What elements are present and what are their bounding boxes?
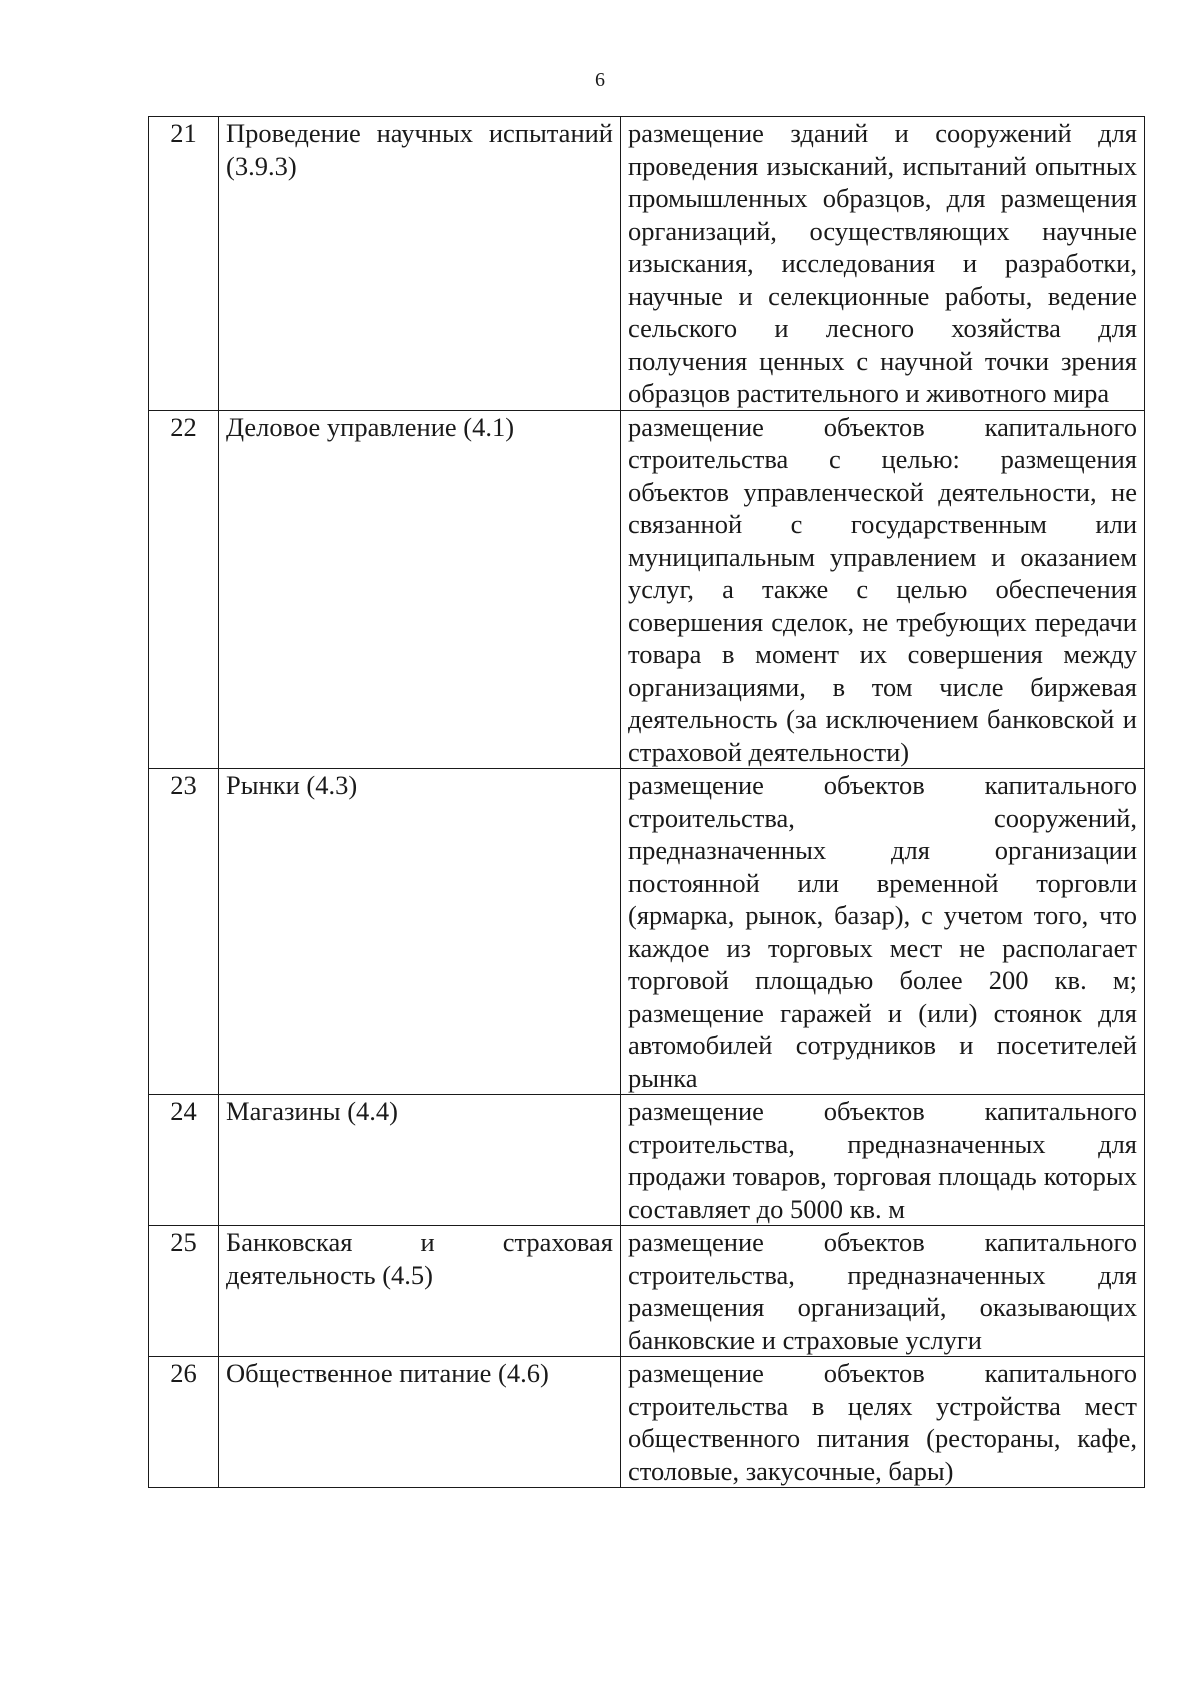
land-use-type: Рынки (4.3) bbox=[219, 769, 621, 1095]
land-use-type: Общественное питание (4.6) bbox=[219, 1357, 621, 1488]
row-number: 22 bbox=[149, 410, 219, 769]
row-number: 24 bbox=[149, 1095, 219, 1226]
table-row bbox=[149, 410, 1145, 769]
table-row bbox=[149, 1226, 1145, 1357]
land-use-table bbox=[148, 116, 1145, 1488]
land-use-description: размещение объектов капитального строительства, сооружений, предназначенных для организации постоянной или временной торговли (ярмарка, рынок, базар), с учетом того, что каждое из торговых мест не располагает торговой площадью более 200 кв. м; размещение гаражей и (или) стоянок для автомобилей сотрудников и посетителей рынка bbox=[621, 769, 1145, 1095]
land-use-description: размещение объектов капитального строительства, предназначенных для размещения организаций, оказывающих банковские и страховые услуги bbox=[621, 1226, 1145, 1357]
row-number: 25 bbox=[149, 1226, 219, 1357]
table-row bbox=[149, 117, 1145, 411]
page-number: 6 bbox=[595, 69, 605, 91]
row-number: 23 bbox=[149, 769, 219, 1095]
table-row bbox=[149, 1357, 1145, 1488]
row-number: 21 bbox=[149, 117, 219, 411]
land-use-description: размещение объектов капитального строительства с целью: размещения объектов управленческой деятельности, не связанной с государственным или муниципальным управлением и оказанием услуг, а также с целью обеспечения совершения сделок, не требующих передачи товара в момент их совершения между организациями, в том числе биржевая деятельность (за исключением банковской и страховой деятельности) bbox=[621, 410, 1145, 769]
table-row bbox=[149, 769, 1145, 1095]
land-use-description: размещение зданий и сооружений для проведения изысканий, испытаний опытных промышленных образцов, для размещения организаций, осуществляющих научные изыскания, исследования и разработки, научные и селекционные работы, ведение сельского и лесного хозяйства для получения ценных с научной точки зрения образцов растительного и животного мира bbox=[621, 117, 1145, 411]
table-row bbox=[149, 1095, 1145, 1226]
land-use-type: Проведение научных испытаний (3.9.3) bbox=[219, 117, 621, 411]
land-use-type: Магазины (4.4) bbox=[219, 1095, 621, 1226]
land-use-type: Банковская и страховая деятельность (4.5) bbox=[219, 1226, 621, 1357]
land-use-type: Деловое управление (4.1) bbox=[219, 410, 621, 769]
land-use-description: размещение объектов капитального строительства, предназначенных для продажи товаров, торговая площадь которых составляет до 5000 кв. м bbox=[621, 1095, 1145, 1226]
row-number: 26 bbox=[149, 1357, 219, 1488]
land-use-description: размещение объектов капитального строительства в целях устройства мест общественного питания (рестораны, кафе, столовые, закусочные, бары) bbox=[621, 1357, 1145, 1488]
